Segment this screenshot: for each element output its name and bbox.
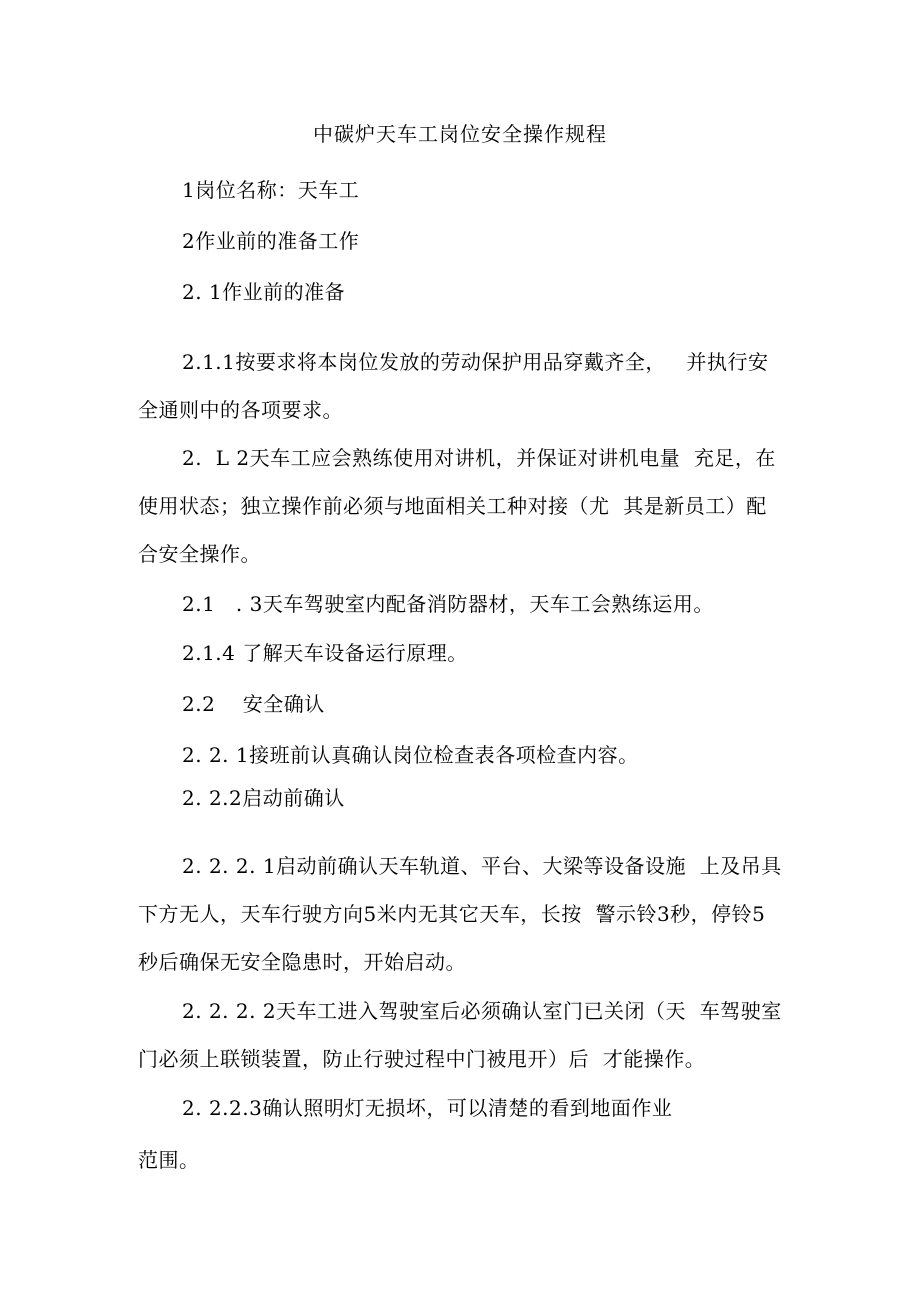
- paragraph-2-2-2-2-line-2: 门必须上联锁装置，防止行驶过程中门被甩开）后 才能操作。: [138, 1047, 706, 1071]
- paragraph-2-2-2-1-line-2: 下方无人，天车行驶方向5米内无其它天车，长按 警示铃3秒，停铃5: [138, 902, 766, 926]
- paragraph-2-2-2-2-line-1: 2. 2. 2. 2天车工进入驾驶室后必须确认室门已关闭（天 车驾驶室: [182, 999, 782, 1023]
- paragraph-2-2-2-3-line-2: 范围。: [138, 1148, 200, 1172]
- paragraph-2-1-2-line-1: 2. L 2天车工应会熟练使用对讲机，并保证对讲机电量 充足，在: [182, 446, 776, 470]
- paragraph-2-2-2-1-line-1: 2. 2. 2. 1启动前确认天车轨道、平台、大梁等设备设施 上及吊具: [182, 854, 782, 878]
- section-2-2-heading: 2.2 安全确认: [182, 692, 325, 716]
- paragraph-2-1-3: 2.1 . 3天车驾驶室内配备消防器材，天车工会熟练运用。: [182, 592, 714, 616]
- paragraph-2-2-2-3-line-1: 2. 2.2.3确认照明灯无损坏，可以清楚的看到地面作业: [182, 1096, 673, 1120]
- paragraph-2-1-2-line-3: 合安全操作。: [138, 542, 261, 566]
- paragraph-2-2-2-1-line-3: 秒后确保无安全隐患时，开始启动。: [138, 950, 466, 974]
- section-2-2-2-heading: 2. 2.2启动前确认: [182, 786, 345, 810]
- section-2-heading: 2作业前的准备工作: [182, 229, 360, 253]
- section-2-1-heading: 2. 1作业前的准备: [182, 280, 346, 304]
- document-title: 中碳炉天车工岗位安全操作规程: [313, 122, 607, 146]
- paragraph-2-1-1-line-1: 2.1.1按要求将本岗位发放的劳动保护用品穿戴齐全， 并执行安: [182, 350, 769, 374]
- paragraph-2-1-1-line-2: 全通则中的各项要求。: [138, 398, 343, 422]
- section-1-post-name: 1岗位名称：天车工: [182, 178, 360, 202]
- paragraph-2-1-2-line-2: 使用状态；独立操作前必须与地面相关工种对接（尤 其是新员工）配: [138, 494, 767, 518]
- paragraph-2-2-1: 2. 2. 1接班前认真确认岗位检查表各项检查内容。: [182, 743, 639, 767]
- paragraph-2-1-4: 2.1.4 了解天车设备运行原理。: [182, 641, 468, 665]
